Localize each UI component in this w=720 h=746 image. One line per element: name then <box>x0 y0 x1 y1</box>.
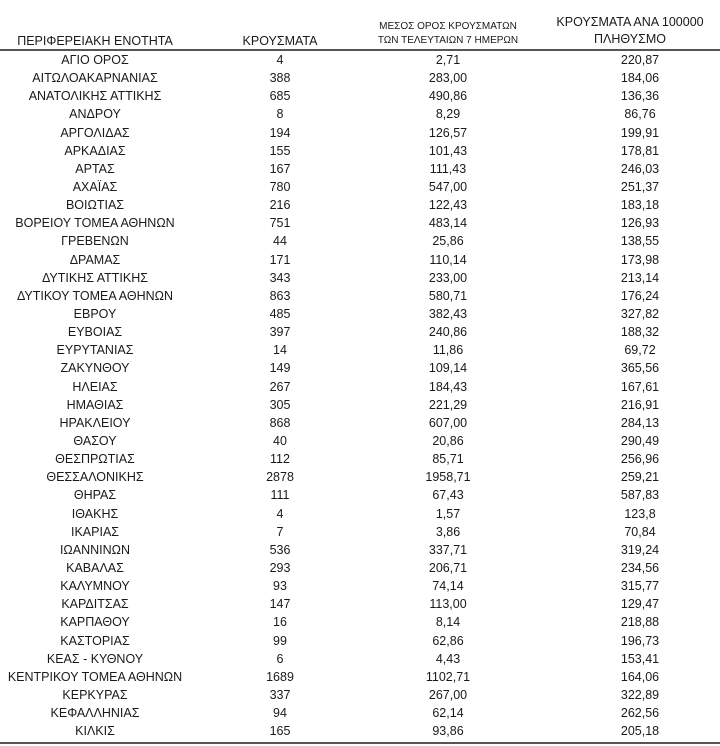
cell-region: ΑΝΔΡΟΥ <box>69 107 121 122</box>
cell-cases: 155 <box>269 143 291 158</box>
cell-region: ΒΟΡΕΙΟΥ ΤΟΜΕΑ ΑΘΗΝΩΝ <box>15 216 175 231</box>
cell-region: ΘΗΡΑΣ <box>73 488 117 503</box>
table-row <box>0 269 720 287</box>
cell-region: ΒΟΙΩΤΙΑΣ <box>65 198 125 213</box>
cell-avg7: 8,29 <box>435 107 461 122</box>
cell-per100k: 70,84 <box>624 524 656 539</box>
table-row <box>0 632 720 650</box>
cell-per100k: 126,93 <box>620 216 660 231</box>
cell-region: ΚΕΝΤΡΙΚΟΥ ΤΟΜΕΑ ΑΘΗΝΩΝ <box>7 669 183 684</box>
header-region: ΠΕΡΙΦΕΡΕΙΑΚΗ ΕΝΟΤΗΤΑ <box>17 34 173 48</box>
cell-avg7: 607,00 <box>428 415 468 430</box>
cell-avg7: 67,43 <box>432 488 464 503</box>
header-per100k-line2: ΠΛΗΘΥΣΜΟ <box>594 32 666 46</box>
cell-avg7: 62,14 <box>432 706 464 721</box>
cell-avg7: 62,86 <box>432 633 464 648</box>
cell-per100k: 205,18 <box>620 724 660 739</box>
cell-per100k: 290,49 <box>620 433 660 448</box>
table-row <box>0 468 720 486</box>
table-row <box>0 486 720 504</box>
cell-region: ΖΑΚΥΝΘΟΥ <box>60 361 130 376</box>
cell-per100k: 167,61 <box>620 379 660 394</box>
cell-cases: 337 <box>269 687 291 702</box>
table-row <box>0 595 720 613</box>
cell-avg7: 20,86 <box>432 433 464 448</box>
table-row <box>0 341 720 359</box>
cell-per100k: 176,24 <box>620 288 660 303</box>
cell-region: ΘΕΣΠΡΩΤΙΑΣ <box>55 452 135 467</box>
cell-avg7: 109,14 <box>428 361 468 376</box>
table-row <box>0 51 720 69</box>
cell-per100k: 587,83 <box>620 488 660 503</box>
cell-region: ΙΩΑΝΝΙΝΩΝ <box>59 542 131 557</box>
table-row <box>0 523 720 541</box>
cell-cases: 388 <box>269 71 291 86</box>
cell-region: ΔΥΤΙΚΗΣ ΑΤΤΙΚΗΣ <box>42 270 148 285</box>
cell-avg7: 580,71 <box>428 288 468 303</box>
cell-per100k: 69,72 <box>624 343 656 358</box>
table-row <box>0 650 720 668</box>
table-row <box>0 722 720 740</box>
cell-region: ΚΑΒΑΛΑΣ <box>66 560 124 575</box>
cell-avg7: 111,43 <box>429 161 467 176</box>
cell-region: ΑΡΓΟΛΙΔΑΣ <box>60 125 130 140</box>
cell-per100k: 327,82 <box>620 306 660 321</box>
cell-cases: 1689 <box>266 669 294 684</box>
cell-region: ΕΒΡΟΥ <box>73 306 117 321</box>
cell-avg7: 11,86 <box>432 343 464 358</box>
table-row <box>0 160 720 178</box>
cell-region: ΑΧΑΪΑΣ <box>72 179 118 194</box>
cell-per100k: 86,76 <box>624 107 656 122</box>
cell-avg7: 93,86 <box>432 724 464 739</box>
cell-avg7: 1102,71 <box>425 669 471 684</box>
cell-avg7: 267,00 <box>428 687 468 702</box>
cell-cases: 305 <box>269 397 291 412</box>
cell-region: ΔΥΤΙΚΟΥ ΤΟΜΕΑ ΑΘΗΝΩΝ <box>16 288 174 303</box>
header-avg7 <box>358 20 538 48</box>
table-row <box>0 577 720 595</box>
cell-per100k: 284,13 <box>620 415 660 430</box>
cell-per100k: 136,36 <box>620 89 660 104</box>
table-row <box>0 105 720 123</box>
cell-region: ΑΓΙΟ ΟΡΟΣ <box>61 53 129 67</box>
cell-region: ΚΙΛΚΙΣ <box>75 724 115 739</box>
cell-cases: 44 <box>273 234 287 249</box>
table-row <box>0 87 720 105</box>
table-row <box>0 251 720 269</box>
cell-cases: 343 <box>269 270 291 285</box>
cell-region: ΚΕΡΚΥΡΑΣ <box>62 687 128 702</box>
cell-region: ΔΡΑΜΑΣ <box>69 252 121 267</box>
table-row <box>0 559 720 577</box>
table-row <box>0 668 720 686</box>
cell-avg7: 206,71 <box>428 560 468 575</box>
table-row <box>0 686 720 704</box>
cell-cases: 780 <box>269 179 291 194</box>
cell-per100k: 123,8 <box>624 506 656 521</box>
cell-per100k: 188,32 <box>620 325 660 340</box>
cell-region: ΘΑΣΟΥ <box>73 433 117 448</box>
header-per100k <box>540 14 720 48</box>
cell-per100k: 199,91 <box>620 125 660 140</box>
cell-region: ΚΕΦΑΛΛΗΝΙΑΣ <box>50 706 140 721</box>
cell-cases: 751 <box>269 216 291 231</box>
cell-cases: 4 <box>276 506 284 521</box>
cell-cases: 165 <box>269 724 291 739</box>
table-row <box>0 232 720 250</box>
table-row <box>0 214 720 232</box>
cell-per100k: 259,21 <box>620 470 660 485</box>
cell-avg7: 2,71 <box>435 53 461 67</box>
cell-per100k: 178,81 <box>620 143 660 158</box>
cell-cases: 863 <box>269 288 291 303</box>
table-row <box>0 323 720 341</box>
header-avg7-line2: ΤΩΝ ΤΕΛΕΥΤΑΙΩΝ 7 ΗΜΕΡΩΝ <box>377 35 519 46</box>
cell-cases: 868 <box>269 415 291 430</box>
cell-cases: 94 <box>273 706 287 721</box>
cell-per100k: 319,24 <box>620 542 660 557</box>
cell-region: ΘΕΣΣΑΛΟΝΙΚΗΣ <box>46 470 144 485</box>
cell-per100k: 164,06 <box>620 669 660 684</box>
cell-region: ΓΡΕΒΕΝΩΝ <box>61 234 129 249</box>
table-row <box>0 178 720 196</box>
cell-avg7: 184,43 <box>428 379 468 394</box>
cell-avg7: 547,00 <box>428 179 468 194</box>
cell-avg7: 101,43 <box>428 143 468 158</box>
cell-region: ΑΝΑΤΟΛΙΚΗΣ ΑΤΤΙΚΗΣ <box>28 89 162 104</box>
header-avg7-line1: ΜΕΣΟΣ ΟΡΟΣ ΚΡΟΥΣΜΑΤΩΝ <box>379 21 517 32</box>
cell-per100k: 322,89 <box>620 687 660 702</box>
cell-cases: 267 <box>269 379 291 394</box>
cell-region: ΚΑΡΠΑΘΟΥ <box>60 615 130 630</box>
cell-avg7: 1958,71 <box>425 470 471 485</box>
cell-per100k: 216,91 <box>620 397 660 412</box>
cell-per100k: 262,56 <box>620 706 660 721</box>
cell-avg7: 221,29 <box>428 397 468 412</box>
table-row <box>0 432 720 450</box>
table-row <box>0 450 720 468</box>
cell-region: ΗΡΑΚΛΕΙΟΥ <box>59 415 131 430</box>
cell-per100k: 315,77 <box>620 579 660 594</box>
cell-cases: 16 <box>273 615 287 630</box>
cell-cases: 111 <box>270 488 290 503</box>
table-row <box>0 359 720 377</box>
cell-cases: 216 <box>269 198 291 213</box>
cell-region: ΚΑΛΥΜΝΟΥ <box>60 579 130 594</box>
cell-cases: 293 <box>269 560 291 575</box>
cell-region: ΑΡΤΑΣ <box>75 161 115 176</box>
cell-per100k: 129,47 <box>620 597 660 612</box>
cell-cases: 8 <box>276 107 284 122</box>
cell-avg7: 490,86 <box>428 89 468 104</box>
cell-cases: 147 <box>269 597 291 612</box>
cell-avg7: 85,71 <box>432 452 464 467</box>
cell-region: ΚΑΡΔΙΤΣΑΣ <box>61 597 129 612</box>
cell-avg7: 74,14 <box>432 579 464 594</box>
cell-avg7: 126,57 <box>428 125 468 140</box>
table-row <box>0 613 720 631</box>
cell-cases: 171 <box>269 252 291 267</box>
cell-region: ΕΥΡΥΤΑΝΙΑΣ <box>56 343 134 358</box>
table-row <box>0 541 720 559</box>
cell-per100k: 173,98 <box>620 252 660 267</box>
cell-avg7: 110,14 <box>429 252 467 267</box>
cell-per100k: 138,55 <box>620 234 660 249</box>
cell-avg7: 240,86 <box>428 325 468 340</box>
cell-per100k: 220,87 <box>620 53 660 67</box>
cell-cases: 4 <box>276 53 284 67</box>
cell-cases: 167 <box>269 161 291 176</box>
cell-avg7: 382,43 <box>428 306 468 321</box>
cell-avg7: 233,00 <box>428 270 468 285</box>
cell-cases: 194 <box>269 125 291 140</box>
cell-region: ΗΜΑΘΙΑΣ <box>66 397 124 412</box>
table-row <box>0 414 720 432</box>
cell-avg7: 1,57 <box>435 506 461 521</box>
cell-avg7: 3,86 <box>435 524 461 539</box>
table-row <box>0 287 720 305</box>
cell-region: ΕΥΒΟΙΑΣ <box>67 325 123 340</box>
cell-cases: 685 <box>269 89 291 104</box>
cell-region: ΑΡΚΑΔΙΑΣ <box>64 143 126 158</box>
cell-per100k: 213,14 <box>620 270 660 285</box>
cell-per100k: 365,56 <box>620 361 660 376</box>
cell-cases: 40 <box>273 433 287 448</box>
cell-per100k: 246,03 <box>620 161 660 176</box>
cell-avg7: 283,00 <box>428 71 468 86</box>
cell-region: ΗΛΕΙΑΣ <box>72 379 118 394</box>
cell-cases: 14 <box>273 343 287 358</box>
cell-region: ΙΚΑΡΙΑΣ <box>70 524 120 539</box>
cell-avg7: 122,43 <box>428 198 468 213</box>
table-row <box>0 378 720 396</box>
cell-avg7: 25,86 <box>432 234 464 249</box>
cell-cases: 112 <box>270 452 290 467</box>
header-per100k-line1: ΚΡΟΥΣΜΑΤΑ ΑΝΑ 100000 <box>556 15 704 29</box>
table-row <box>0 124 720 142</box>
cell-cases: 7 <box>276 524 284 539</box>
cell-per100k: 153,41 <box>620 651 660 666</box>
table-row <box>0 196 720 214</box>
cell-avg7: 113,00 <box>429 597 467 612</box>
table-row <box>0 305 720 323</box>
table-row <box>0 396 720 414</box>
table-row <box>0 69 720 87</box>
cell-avg7: 483,14 <box>428 216 468 231</box>
cell-per100k: 251,37 <box>620 179 660 194</box>
header-cases: ΚΡΟΥΣΜΑΤΑ <box>242 34 318 48</box>
cell-per100k: 256,96 <box>620 452 660 467</box>
cell-cases: 397 <box>269 325 291 340</box>
cell-per100k: 183,18 <box>620 198 660 213</box>
table-row <box>0 142 720 160</box>
table-row <box>0 505 720 523</box>
table-bottom-border <box>0 742 720 744</box>
cell-per100k: 218,88 <box>620 615 660 630</box>
cell-cases: 536 <box>269 542 291 557</box>
cell-per100k: 234,56 <box>620 560 660 575</box>
table-row <box>0 704 720 722</box>
cell-avg7: 8,14 <box>435 615 461 630</box>
cell-cases: 93 <box>273 579 287 594</box>
cell-region: ΙΘΑΚΗΣ <box>71 506 119 521</box>
cell-cases: 99 <box>273 633 287 648</box>
cell-cases: 2878 <box>266 470 294 485</box>
cell-cases: 6 <box>276 651 284 666</box>
table-body <box>0 51 720 740</box>
cell-per100k: 196,73 <box>620 633 660 648</box>
cell-per100k: 184,06 <box>620 71 660 86</box>
cell-cases: 485 <box>269 306 291 321</box>
cell-region: ΚΑΣΤΟΡΙΑΣ <box>60 633 130 648</box>
cell-cases: 149 <box>269 361 291 376</box>
cell-avg7: 4,43 <box>435 651 461 666</box>
table-header <box>0 0 720 49</box>
cell-avg7: 337,71 <box>428 542 468 557</box>
cell-region: ΚΕΑΣ - ΚΥΘΝΟΥ <box>46 651 144 666</box>
cell-region: ΑΙΤΩΛΟΑΚΑΡΝΑΝΙΑΣ <box>32 71 158 86</box>
